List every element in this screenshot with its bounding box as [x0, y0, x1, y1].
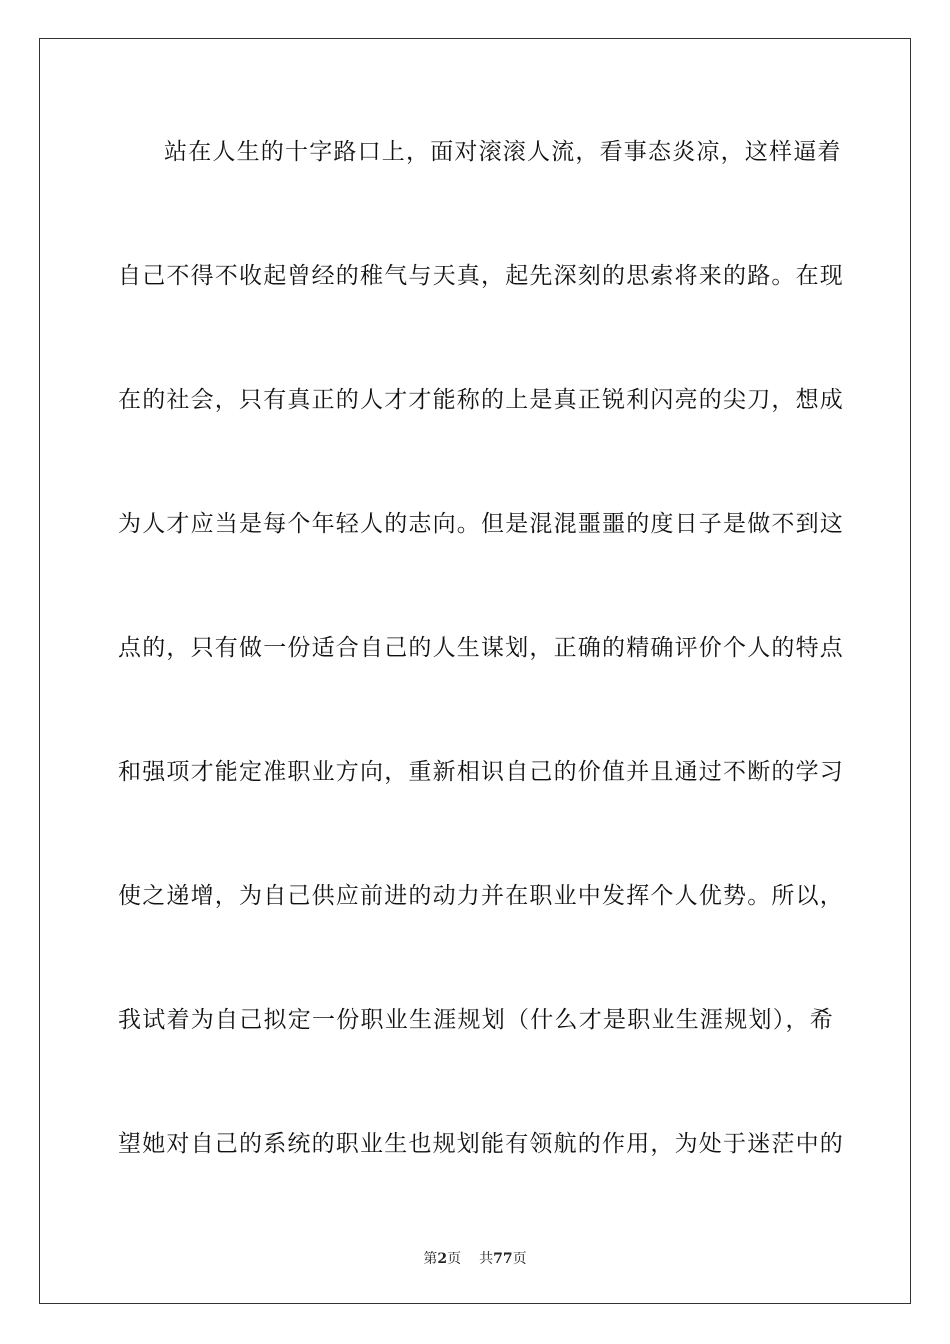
paragraph-line: 站在人生的十字路口上，面对滚滚人流，看事态炎凉，这样逼着 [164, 139, 842, 165]
total-suffix: 页 [512, 1251, 527, 1267]
paragraph-line: 使之递增，为自己供应前进的动力并在职业中发挥个人优势。所以， [118, 883, 844, 909]
paragraph-line: 在的社会，只有真正的人才才能称的上是真正锐利闪亮的尖刀，想成 [118, 387, 844, 413]
page-footer [0, 1248, 950, 1268]
page-suffix: 页 [447, 1251, 462, 1267]
total-prefix: 共 [479, 1251, 494, 1267]
paragraph-line: 望她对自己的系统的职业生也规划能有领航的作用，为处于迷茫中的 [118, 1131, 844, 1157]
paragraph-line: 和强项才能定准职业方向，重新相识自己的价值并且通过不断的学习 [118, 759, 844, 785]
total-pages: 77 [493, 1251, 513, 1267]
page-number: 2 [437, 1251, 448, 1267]
paragraph-line: 自己不得不收起曾经的稚气与天真，起先深刻的思索将来的路。在现 [118, 263, 844, 289]
paragraph-line: 为人才应当是每个年轻人的志向。但是混混噩噩的度日子是做不到这 [118, 511, 844, 537]
paragraph-line: 我试着为自己拟定一份职业生涯规划（什么才是职业生涯规划），希 [118, 1007, 834, 1033]
page-number-label [423, 1251, 461, 1267]
total-pages-label [479, 1251, 526, 1267]
paragraph-line: 点的，只有做一份适合自己的人生谋划，正确的精确评价个人的特点 [118, 635, 844, 661]
document-body [118, 117, 844, 1233]
page-prefix: 第 [423, 1251, 438, 1267]
